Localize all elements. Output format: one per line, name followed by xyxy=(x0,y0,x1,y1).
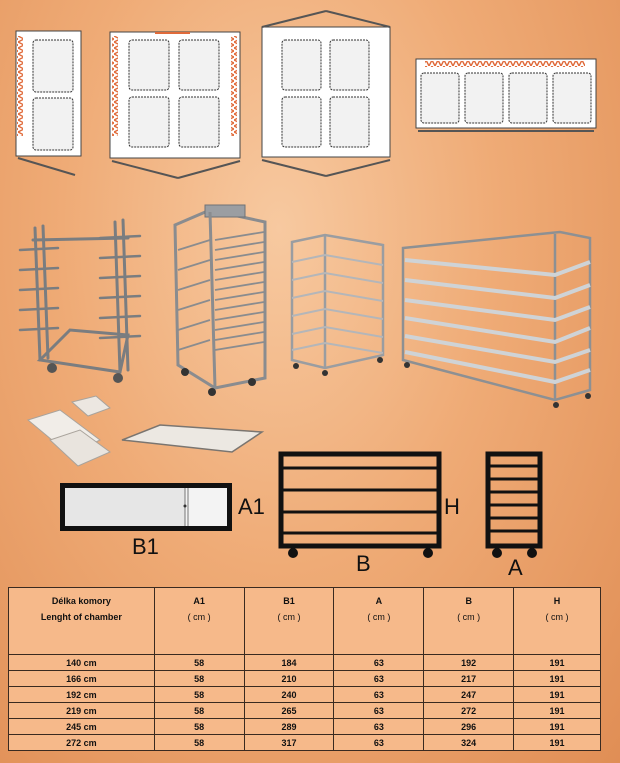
label-a1: A1 xyxy=(238,494,265,519)
table-row xyxy=(9,671,601,687)
cell-a1: 58 xyxy=(154,687,244,703)
cell-chamber-length: 140 cm xyxy=(9,655,155,671)
label-a: A xyxy=(508,555,523,580)
tray-dimension-drawing xyxy=(60,483,232,531)
header-a: A ( cm ) xyxy=(334,588,424,655)
table-row xyxy=(9,687,601,703)
header-b1: B1 ( cm ) xyxy=(244,588,334,655)
cell-h: 191 xyxy=(514,719,601,735)
cell-a: 63 xyxy=(334,671,424,687)
cell-b: 272 xyxy=(424,703,514,719)
header-b: B ( cm ) xyxy=(424,588,514,655)
cell-a: 63 xyxy=(334,719,424,735)
cell-b1: 240 xyxy=(244,687,334,703)
table-header-row xyxy=(9,588,601,655)
rack-side-dimension-drawing xyxy=(488,454,540,558)
table-row xyxy=(9,735,601,751)
cell-b1: 210 xyxy=(244,671,334,687)
label-b1: B1 xyxy=(132,534,159,559)
cell-a1: 58 xyxy=(154,703,244,719)
cell-b1: 265 xyxy=(244,703,334,719)
cell-a: 63 xyxy=(334,655,424,671)
cell-a1: 58 xyxy=(154,735,244,751)
table-row xyxy=(9,703,601,719)
dimensions-table xyxy=(8,587,601,751)
cell-a1: 58 xyxy=(154,671,244,687)
cell-b: 247 xyxy=(424,687,514,703)
cell-b: 296 xyxy=(424,719,514,735)
cell-a: 63 xyxy=(334,735,424,751)
cell-h: 191 xyxy=(514,687,601,703)
cell-b1: 317 xyxy=(244,735,334,751)
table-row xyxy=(9,655,601,671)
table-row xyxy=(9,719,601,735)
cell-h: 191 xyxy=(514,735,601,751)
cell-b1: 184 xyxy=(244,655,334,671)
cell-a1: 58 xyxy=(154,719,244,735)
cell-a: 63 xyxy=(334,703,424,719)
cell-chamber-length: 245 cm xyxy=(9,719,155,735)
cell-b: 324 xyxy=(424,735,514,751)
cell-b1: 289 xyxy=(244,719,334,735)
rack-front-dimension-drawing xyxy=(281,454,439,558)
label-h: H xyxy=(444,494,460,519)
cell-a: 63 xyxy=(334,687,424,703)
cell-h: 191 xyxy=(514,703,601,719)
cell-chamber-length: 272 cm xyxy=(9,735,155,751)
cell-b: 217 xyxy=(424,671,514,687)
cell-chamber-length: 219 cm xyxy=(9,703,155,719)
header-h: H ( cm ) xyxy=(514,588,601,655)
cell-b: 192 xyxy=(424,655,514,671)
cell-chamber-length: 192 cm xyxy=(9,687,155,703)
cell-a1: 58 xyxy=(154,655,244,671)
cell-h: 191 xyxy=(514,671,601,687)
cell-chamber-length: 166 cm xyxy=(9,671,155,687)
label-b: B xyxy=(356,551,371,576)
header-chamber-length: Délka komory Lenght of chamber xyxy=(9,588,155,655)
header-a1: A1 ( cm ) xyxy=(154,588,244,655)
cell-h: 191 xyxy=(514,655,601,671)
